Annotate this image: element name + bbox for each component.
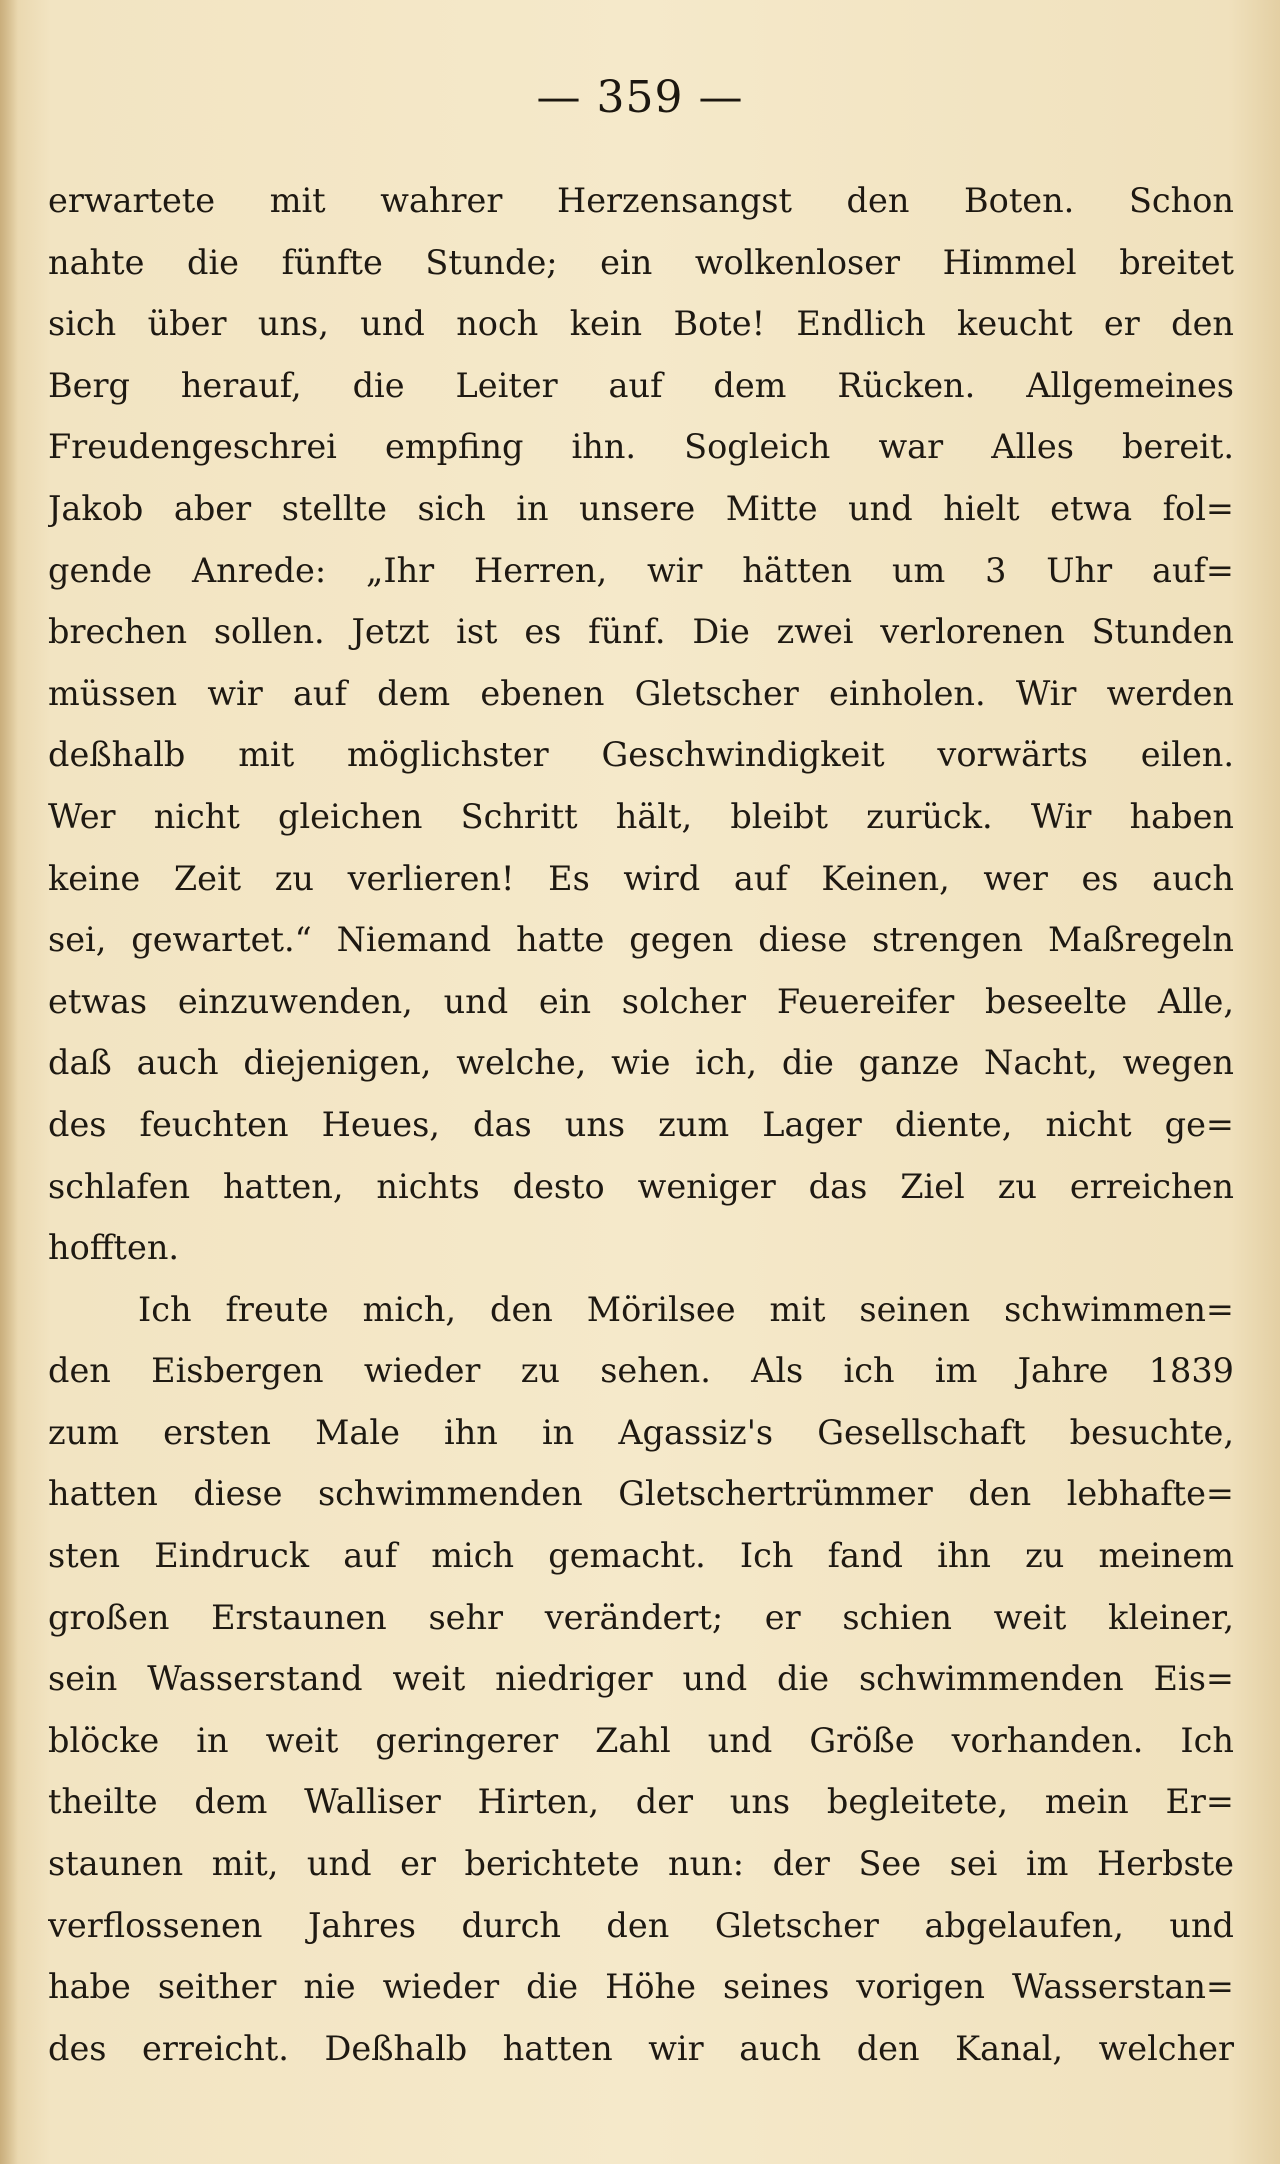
paragraph [48,1279,1234,2080]
text-line: verflossenen Jahres durch den Gletscher abgelaufen, und [48,1905,1234,1945]
text-line: daß auch diejenigen, welche, wie ich, die ganze Nacht, wegen [48,1043,1234,1083]
text-line: blöcke in weit geringerer Zahl und Größe vorhanden. Ich [48,1720,1234,1760]
text-line: des erreicht. Deßhalb hatten wir auch den Kanal, welcher [48,2028,1234,2068]
text-line: Wer nicht gleichen Schritt hält, bleibt zurück. Wir haben [48,796,1234,836]
text-line: zum ersten Male ihn in Agassiz's Gesellschaft besuchte, [48,1412,1234,1452]
text-line: Freudengeschrei empfing ihn. Sogleich war Alles bereit. [48,427,1234,467]
text-line: müssen wir auf dem ebenen Gletscher einholen. Wir werden [48,673,1234,713]
paragraph [48,170,1234,1279]
text-line: deßhalb mit möglichster Geschwindigkeit vorwärts eilen. [48,735,1234,775]
text-line: schlafen hatten, nichts desto weniger das Ziel zu erreichen [48,1166,1234,1206]
text-line: nahte die fünfte Stunde; ein wolkenloser Himmel breitet [48,242,1234,282]
text-line: den Eisbergen wieder zu sehen. Als ich im Jahre 1839 [48,1351,1234,1391]
text-line: Ich freute mich, den Mörilsee mit seinen schwimmen= [138,1289,1234,1329]
text-line: brechen sollen. Jetzt ist es fünf. Die zwei verlorenen Stunden [48,612,1234,652]
text-line: theilte dem Walliser Hirten, der uns begleitete, mein Er= [48,1782,1234,1822]
text-line: keine Zeit zu verlieren! Es wird auf Keinen, wer es auch [48,858,1234,898]
text-line: erwartete mit wahrer Herzensangst den Boten. Schon [48,181,1234,220]
text-line: sten Eindruck auf mich gemacht. Ich fand ihn zu meinem [48,1536,1234,1576]
text-line: sich über uns, und noch kein Bote! Endlich keucht er den [48,304,1234,344]
text-line: Berg herauf, die Leiter auf dem Rücken. Allgemeines [48,365,1234,405]
page-body [48,170,1234,2079]
text-line: Jakob aber stellte sich in unsere Mitte und hielt etwa fol= [48,488,1234,528]
text-line: sei, gewartet.“ Niemand hatte gegen diese strengen Maßregeln [48,920,1234,960]
page-gutter-shadow [0,0,18,2164]
text-line: staunen mit, und er berichtete nun: der See sei im Herbste [48,1844,1234,1884]
text-line: hatten diese schwimmenden Gletschertrümmer den lebhafte= [48,1474,1234,1514]
text-line: des feuchten Heues, das uns zum Lager diente, nicht ge= [48,1104,1234,1144]
text-line: sein Wasserstand weit niedriger und die schwimmenden Eis= [48,1659,1234,1699]
text-line: etwas einzuwenden, und ein solcher Feuereifer beseelte Alle, [48,981,1234,1021]
page-number: — 359 — [536,72,744,123]
text-line: gende Anrede: „Ihr Herren, wir hätten um 3 Uhr auf= [48,550,1234,590]
text-line: hofften. [48,1228,180,1268]
text-line: großen Erstaunen sehr verändert; er schien weit kleiner, [48,1597,1234,1637]
text-line: habe seither nie wieder die Höhe seines vorigen Wasserstan= [48,1967,1234,2007]
